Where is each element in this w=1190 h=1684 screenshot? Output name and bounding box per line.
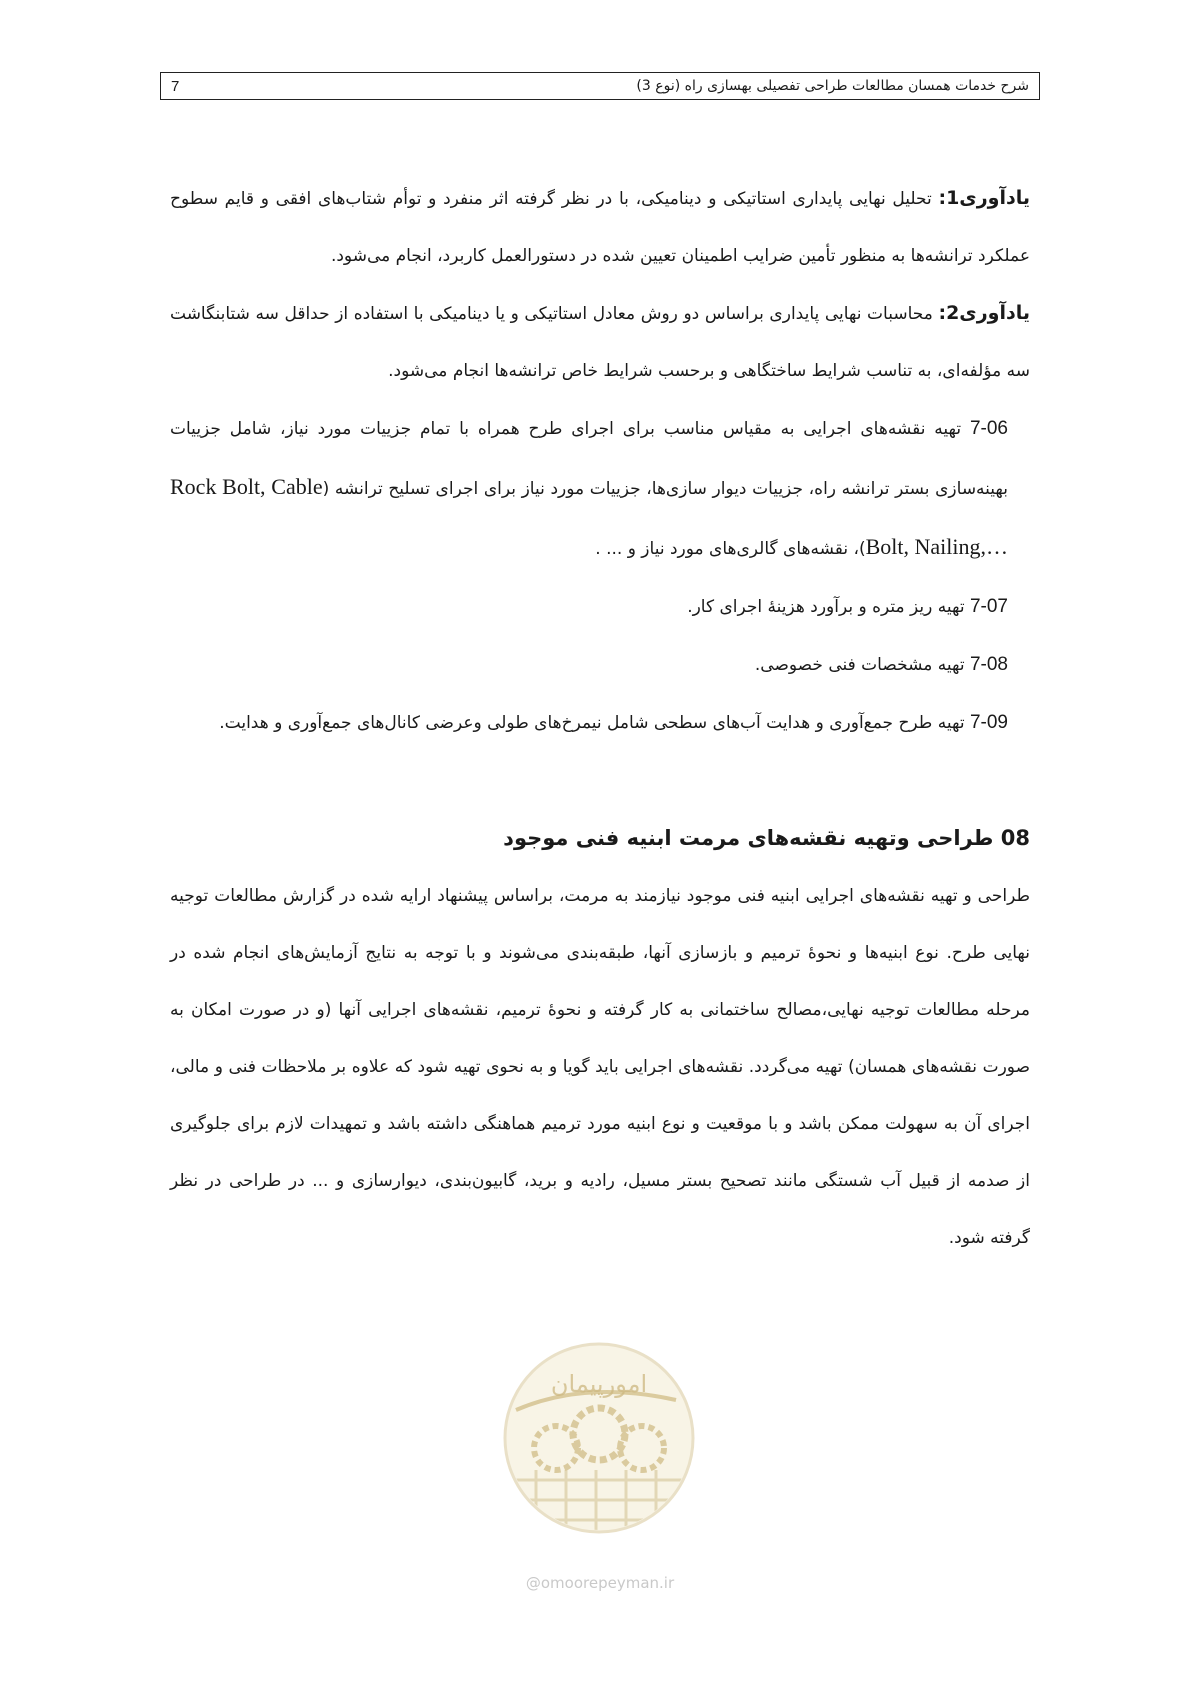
page-number: 7 — [171, 77, 180, 95]
note-2 — [170, 285, 1030, 400]
item-number: 7-08 — [969, 654, 1008, 675]
item-text: تهیه نقشه‌های اجرایی به مقیاس مناسب برای اجرای طرح همراه با تمام جزییات مورد نیاز، شامل جزییات بهینه‌سازی بستر ترانشه راه، جزییات دیوار سازی‌ها، جزییات مورد نیاز برای اجرای تسلیح ترانشه ( — [170, 419, 1009, 499]
item-text: تهیه طرح جمع‌آوری و هدایت آب‌های سطحی شامل نیمرخ‌های طولی وعرضی کانال‌های جمع‌آوری و هدایت. — [219, 713, 970, 733]
section-body: طراحی و تهیه نقشه‌های اجرایی ابنیه فنی موجود نیازمند به مرمت، براساس پیشنهاد ارایه شده در گزارش مطالعات توجیه نهایی طرح. نوع ابنیه‌ها و نحوهٔ ترمیم و بازسازی آنها، طبقه‌بندی می‌شوند و با توجه به نتایج آزمایش‌های انجام شده در مرحله مطالعات توجیه نهایی،مصالح ساختمانی به کار گرفته و نحوهٔ ترمیم، نقشه‌های اجرایی آنها (و در صورت امکان به صورت نقشه‌های همسان) تهیه می‌گردد. نقشه‌های اجرایی باید گویا و به نحوی تهیه شود که علاوه بر ملاحظات فنی و مالی، اجرای آن به سهولت ممکن باشد و با موقعیت و نوع ابنیه مورد ترمیم هماهنگی داشته باشد و تمهیدات لازم برای جلوگیری از صدمه از قبیل آب شستگی مانند تصحیح بستر مسیل، رادیه و برید، گابیون‌بندی، دیوارسازی و ... در طراحی در نظر گرفته شود. — [170, 886, 1030, 1248]
item-7-07 — [170, 578, 1030, 636]
page-content — [170, 170, 1030, 1267]
page-header — [160, 72, 1040, 100]
section-title: طراحی وتهیه نقشه‌های مرمت ابنیه فنی موجود — [503, 826, 1001, 850]
item-number: 7-09 — [969, 712, 1008, 733]
item-text: تهیه ریز متره و برآورد هزینهٔ اجرای کار. — [687, 597, 970, 617]
item-number: 7-06 — [969, 418, 1008, 439]
watermark-logo — [496, 1330, 702, 1570]
note-2-text: محاسبات نهایی پایداری براساس دو روش معادل استاتیکی و یا دینامیکی با استفاده از حداقل سه شتابنگاشت سه مؤلفه‌ای، به تناسب شرایط ساختگاهی و برحسب شرایط خاص ترانشه‌ها انجام می‌شود. — [170, 304, 1030, 381]
logo-text: امورپیمان — [550, 1370, 648, 1398]
item-7-09 — [170, 694, 1030, 752]
item-text-end: )، نقشه‌های گالری‌های مورد نیاز و ... . — [595, 539, 866, 559]
item-number: 7-07 — [969, 596, 1008, 617]
item-7-08 — [170, 636, 1030, 694]
section-heading — [170, 808, 1030, 868]
section-number: 08 — [1000, 826, 1030, 850]
item-7-06 — [170, 400, 1030, 578]
watermark-url: @omoorepeyman.ir — [525, 1574, 675, 1592]
item-latin-text: Rock Bolt, Cable Bolt, Nailing,… — [170, 474, 1008, 559]
note-1 — [170, 170, 1030, 285]
note-1-text: تحلیل نهایی پایداری استاتیکی و دینامیکی، با در نظر گرفته اثر منفرد و توأم شتاب‌های افقی و قایم سطوح عملکرد ترانشه‌ها به منظور تأمین ضرایب اطمینان تعیین شده در دستورالعمل کاربرد، انجام می‌شود. — [170, 189, 1030, 266]
note-2-label: یادآوری2: — [938, 302, 1030, 324]
header-title: شرح خدمات همسان مطالعات طراحی تفصیلی بهسازی راه (نوع 3) — [636, 78, 1029, 94]
item-text: تهیه مشخصات فنی خصوصی. — [754, 655, 970, 675]
logo-emblem-icon — [496, 1330, 702, 1570]
note-1-label: یادآوری1: — [938, 187, 1030, 209]
